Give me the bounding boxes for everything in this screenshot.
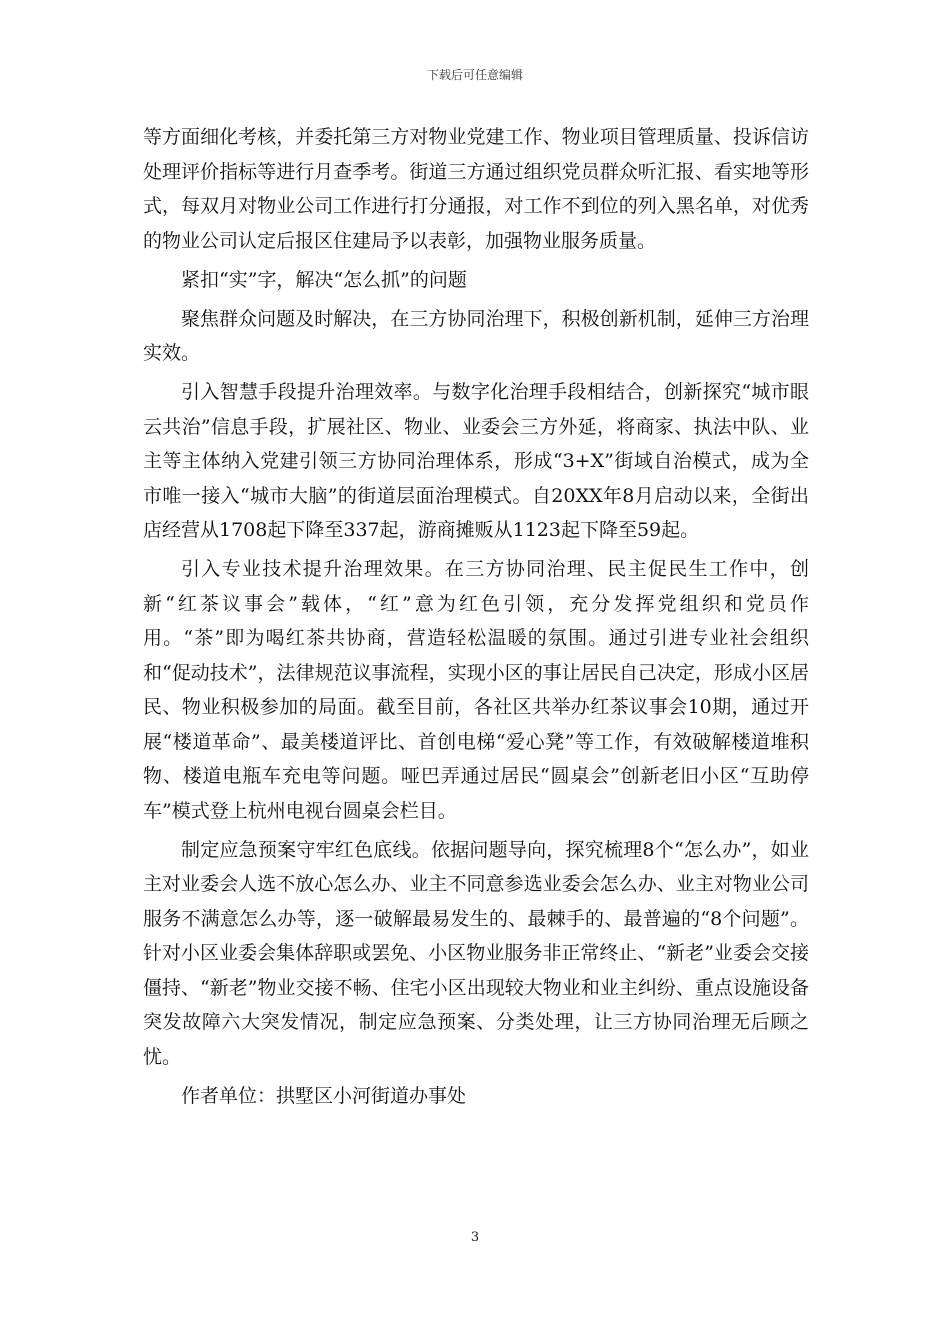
author-affiliation: 作者单位：拱墅区小河街道办事处 bbox=[181, 1084, 467, 1107]
document-body bbox=[143, 120, 809, 1118]
paragraph: 引入智慧手段提升治理效率。与数字化治理手段相结合，创新探究“城市眼云共治”信息手段，扩展社区、物业、业委会三方外延，将商家、执法中队、业主等主体纳入党建引领三方协同治理体系，形成“3+X”街域自治模式，成为全市唯一接入“城市大脑”的街道层面治理模式。自20XX年8月启动以来，全街出店经营从1708起下降至337起，游商摊贩从1123起下降至59起。 bbox=[143, 381, 809, 541]
page-number: 3 bbox=[470, 1230, 480, 1245]
paragraph: 引入专业技术提升治理效果。在三方协同治理、民主促民生工作中，创新“红茶议事会”载体，“红”意为红色引领，充分发挥党组织和党员作用。“茶”即为喝红茶共协商，营造轻松温暖的氛围。通过引进专业社会组织和“促动技术”，法律规范议事流程，实现小区的事让居民自己决定，形成小区居民、物业积极参加的局面。截至目前，各社区共举办红茶议事会10期，通过开展“楼道革命”、最美楼道评比、首创电梯“爱心凳”等工作，有效破解楼道堆积物、楼道电瓶车充电等问题。哑巴弄通过居民“圆桌会”创新老旧小区“互助停车”模式登上杭州电视台圆桌会栏目。 bbox=[143, 558, 809, 822]
paragraph: 聚焦群众问题及时解决，在三方协同治理下，积极创新机制，延伸三方治理实效。 bbox=[143, 307, 809, 364]
paragraph: 制定应急预案守牢红色底线。依据问题导向，探究梳理8个“怎么办”，如业主对业委会人选不放心怎么办、业主不同意参选业委会怎么办、业主对物业公司服务不满意怎么办等，逐一破解最易发生的、最棘手的、最普遍的“8个问题”。针对小区业委会集体辞职或罢免、小区物业服务非正常终止、“新老”业委会交接僵持、“新老”物业交接不畅、住宅小区出现较大物业和业主纠纷、重点设施设备突发故障六大突发情况，制定应急预案、分类处理，让三方协同治理无后顾之忧。 bbox=[143, 838, 809, 1068]
page-header: 下载后可任意编辑 bbox=[426, 68, 523, 82]
section-heading: 紧扣“实”字，解决“怎么抓”的问题 bbox=[181, 268, 467, 291]
paragraph-continuation: 等方面细化考核，并委托第三方对物业党建工作、物业项目管理质量、投诉信访处理评价指标等进行月查季考。街道三方通过组织党员群众听汇报、看实地等形式，每双月对物业公司工作进行打分通报，对工作不到位的列入黑名单，对优秀的物业公司认定后报区住建局予以表彰，加强物业服务质量。 bbox=[143, 126, 809, 252]
